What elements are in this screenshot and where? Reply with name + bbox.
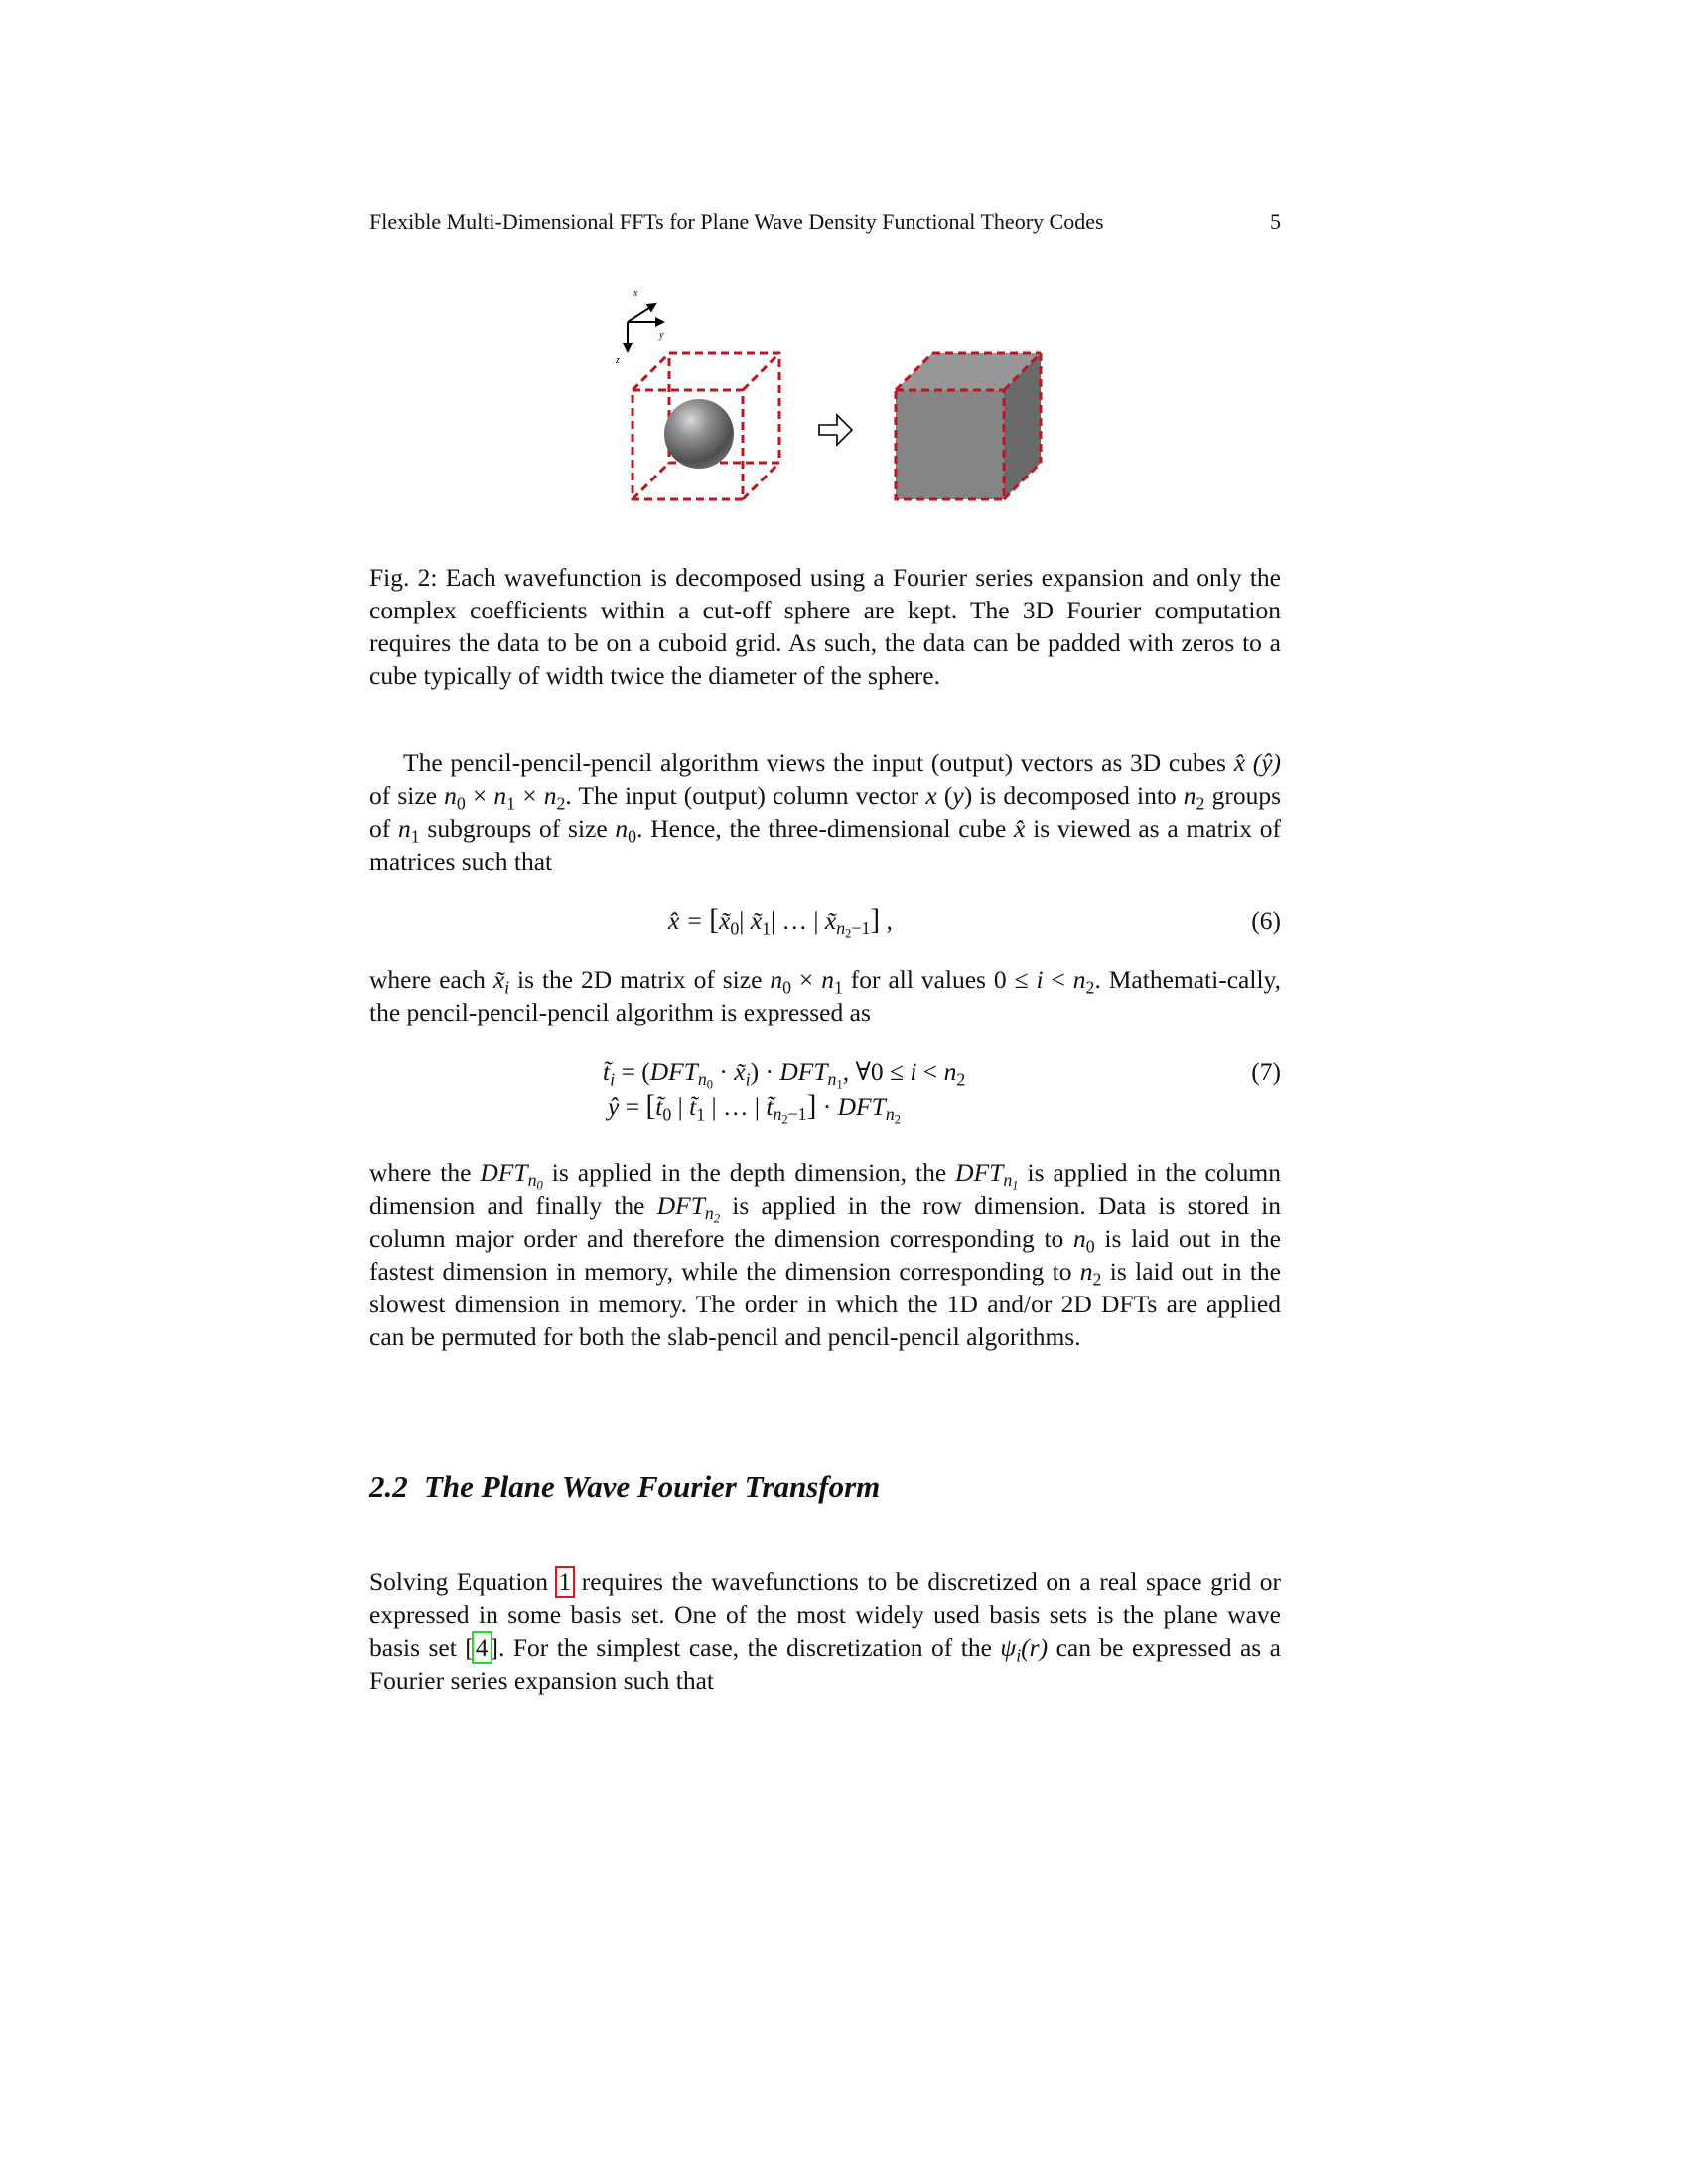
section-number: 2.2 bbox=[369, 1469, 408, 1504]
figure-2 bbox=[596, 278, 1072, 516]
caption-text: Each wavefunction is decomposed using a Fourier series expansion and only the complex coefficients within a cut-off sphere are kept. The 3D Fourier computation requires the data to be on a cuboid grid. As such, the data can be padded with zeros to a cube typically of width twice the diameter of the sphere. bbox=[369, 563, 1281, 690]
equation-6-body: x̂ = [$x̃_0|$ $x̃_1|$ … | $x̃_{n_2-1}$] , bbox=[668, 904, 893, 942]
paragraph-plane-wave: Solving Equation 1 requires the wavefunctions to be discretized on a real space grid or expressed in some basis set. One of the most widely used basis sets is the plane wave basis set [4]. For the simplest case, the discretization of the $\psi_i(r)$ can be expressed as a Fourier series expansion such that bbox=[369, 1568, 1281, 1695]
sphere-to-cube-diagram-icon bbox=[596, 278, 1072, 516]
solid-cube-icon bbox=[896, 353, 1041, 499]
section-title: The Plane Wave Fourier Transform bbox=[424, 1469, 881, 1504]
equation-number: (7) bbox=[1251, 1057, 1281, 1086]
equation-7 bbox=[369, 1055, 1281, 1128]
section-heading bbox=[369, 1467, 880, 1507]
running-title: Flexible Multi-Dimensional FFTs for Plane Wave Density Functional Theory Codes bbox=[369, 209, 1104, 234]
equation-7-row-2: ŷ = [$t̃_0$ | $t̃_1$ | … | $t̃_{n_2-1}] \cdot DFT_{n_2}$ bbox=[608, 1090, 901, 1128]
equation-reference-link[interactable]: 1 bbox=[558, 1568, 572, 1596]
paragraph-dft-dimensions: where the $DFT_{n_0}$ is applied in the depth dimension, the $DFT_{n_1}$ is applied in the column dimension and finally the $DFT_{n_2}$ is applied in the row dimension. Data is stored in column major order and therefore the dimension corresponding to $n_0$ is laid out in the fastest dimension in memory, while the dimension corresponding to $n_2$ is laid out in the slowest dimension in memory. The order in which the 1D and/or 2D DFTs are applied can be permuted for both the slab-pencil and pencil-pencil algorithms. bbox=[369, 1159, 1281, 1351]
figure-caption bbox=[369, 561, 1281, 692]
svg-text:z: z bbox=[616, 355, 620, 366]
equation-number: (6) bbox=[1251, 906, 1281, 935]
svg-text:y: y bbox=[659, 330, 664, 341]
svg-text:x: x bbox=[633, 288, 638, 299]
equation-7-row-1: $t̃_i = (DFT_{n_0}$ · $x̃_i) \cdot DFT_{n_1}$, ∀0 ≤ $i < n_2$ bbox=[603, 1057, 966, 1093]
sphere-icon bbox=[664, 399, 734, 469]
axes-icon bbox=[628, 304, 663, 351]
right-arrow-icon bbox=[819, 415, 852, 445]
citation-link[interactable]: 4 bbox=[475, 1633, 489, 1662]
page-number: 5 bbox=[1270, 209, 1281, 234]
paragraph-matrix-definition: where each $x̃_i$ is the 2D matrix of size $n_0 \times n_1$ for all values $0 \le i < n_2$. Mathemati-cally, the pencil-pencil-pencil algorithm is expressed as bbox=[369, 965, 1281, 1026]
running-header bbox=[369, 208, 1281, 236]
paragraph-pencil-algorithm: The pencil-pencil-pencil algorithm views the input (output) vectors as 3D cubes x̂ (ŷ) of size $n_0 \times n_1 \times n_2$. The input (output) column vector x (y) is decomposed into $n_2$ groups of $n_1$ subgroups of size $n_0$. Hence, the three-dimensional cube x̂ is viewed as a matrix of matrices such that bbox=[369, 749, 1282, 876]
caption-label: Fig. 2: bbox=[369, 563, 438, 592]
